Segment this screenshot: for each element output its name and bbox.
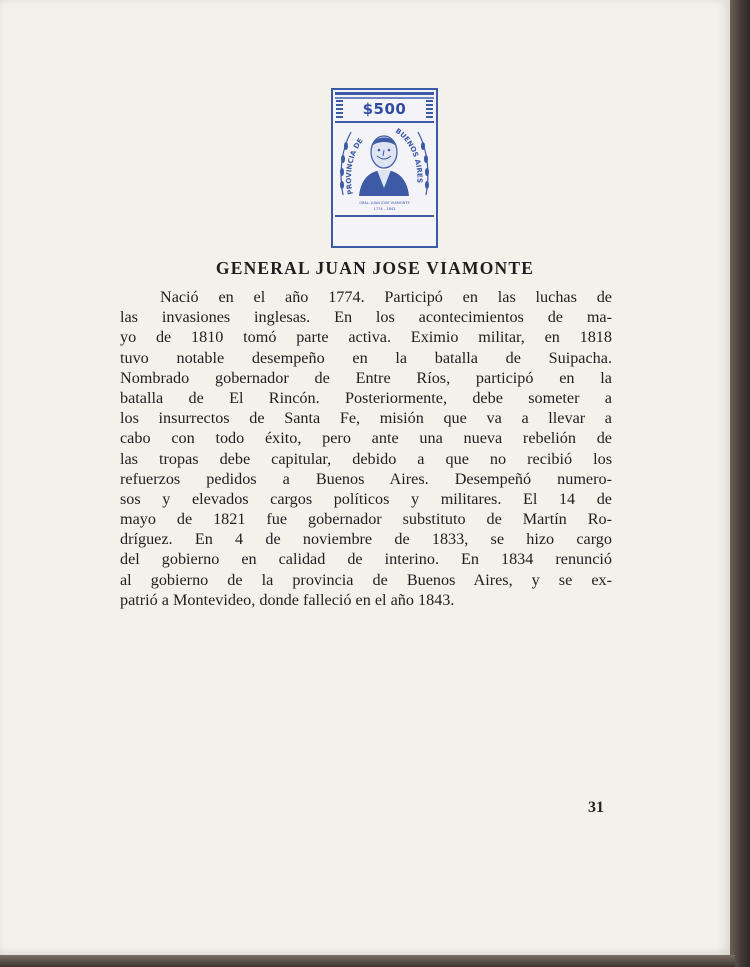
stamp-value: $500 bbox=[362, 100, 407, 118]
text-line: al gobierno de la provincia de Buenos Aires, y se ex- bbox=[120, 570, 612, 589]
stamp-issuer-left: PROVINCIA DE bbox=[344, 136, 365, 196]
text-line: batalla de El Rincón. Posteriormente, debe someter a bbox=[120, 388, 612, 407]
article-title: GENERAL JUAN JOSE VIAMONTE bbox=[215, 258, 535, 278]
text-line: Nació en el año 1774. Participó en las luchas de bbox=[160, 288, 612, 306]
article-body bbox=[120, 287, 612, 610]
text-line: sos y elevados cargos políticos y militares. El 14 de bbox=[120, 489, 612, 508]
text-line: las tropas debe capitular, debido a que no recibió los bbox=[120, 449, 612, 468]
text-line: tuvo notable desempeño en la batalla de Suipacha. bbox=[120, 348, 612, 367]
text-line: cabo con todo éxito, pero ante una nueva rebelión de bbox=[120, 429, 612, 448]
book-cover-edge bbox=[0, 955, 735, 967]
revenue-stamp bbox=[331, 88, 438, 248]
text-line: refuerzos pedidos a Buenos Aires. Desempeñó numero- bbox=[120, 469, 612, 488]
text-line: los insurrectos de Santa Fe, misión que va a llevar a bbox=[120, 409, 612, 428]
text-line: del gobierno en calidad de interino. En 1834 renunció bbox=[120, 550, 612, 569]
svg-text:GRAL. JUAN JOSE VIAMONTE: GRAL. JUAN JOSE VIAMONTE bbox=[359, 201, 410, 205]
text-line: dríguez. En 4 de noviembre de 1833, se hizo cargo bbox=[120, 530, 612, 549]
stamp-issuer-right: BUENOS AIRES bbox=[393, 126, 424, 184]
text-line: Nombrado gobernador de Entre Ríos, participó en la bbox=[120, 368, 612, 387]
page-number: 31 bbox=[588, 799, 604, 816]
text-line: patrió a Montevideo, donde falleció en el año 1843. bbox=[120, 590, 455, 609]
text-line: las invasiones inglesas. En los acontecimientos de ma- bbox=[120, 308, 612, 327]
text-line: mayo de 1821 fue gobernador substituto de Martín Ro- bbox=[120, 510, 612, 529]
svg-text:1774 - 1843: 1774 - 1843 bbox=[373, 207, 396, 211]
text-line: yo de 1810 tomó parte activa. Eximio militar, en 1818 bbox=[120, 328, 612, 347]
book-spine bbox=[730, 0, 750, 967]
